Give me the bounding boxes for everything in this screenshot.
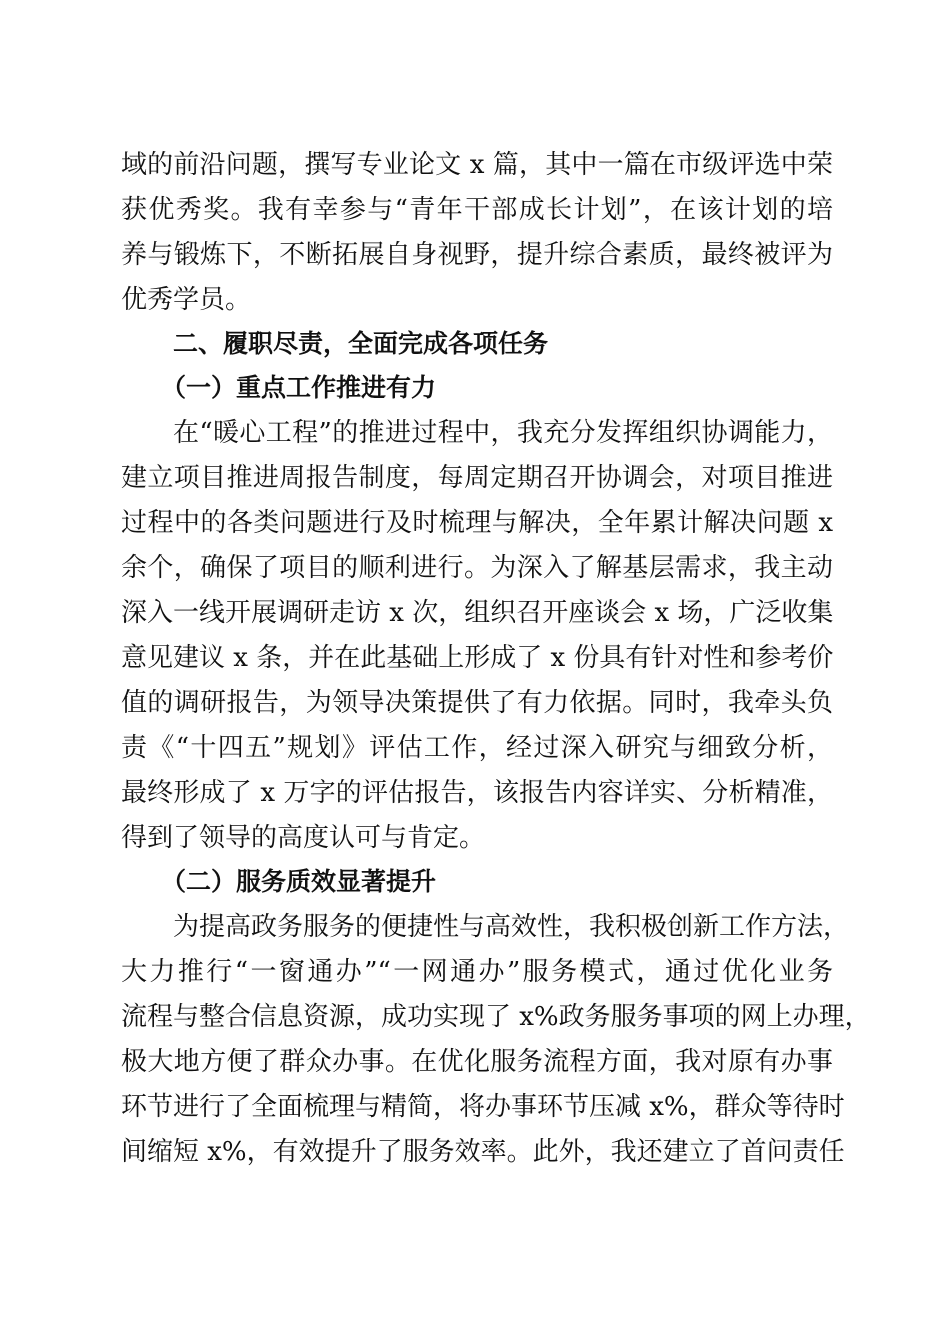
- paragraph-line: 过程中的各类问题进行及时梳理与解决，全年累计解决问题 x: [121, 508, 833, 538]
- paragraph-line: 值的调研报告，为领导决策提供了有力依据。同时，我牵头负: [121, 688, 833, 718]
- paragraph-line: 深入一线开展调研走访 x 次，组织召开座谈会 x 场，广泛收集: [121, 598, 834, 628]
- paragraph-line: 间缩短 x%，有效提升了服务效率。此外，我还建立了首问责任: [121, 1137, 845, 1167]
- paragraph-line: 养与锻炼下，不断拓展自身视野，提升综合素质，最终被评为: [121, 240, 833, 270]
- paragraph-line: 优秀学员。: [121, 285, 252, 315]
- paragraph-line: 极大地方便了群众办事。在优化服务流程方面，我对原有办事: [121, 1047, 833, 1077]
- paragraph-line: 环节进行了全面梳理与精简，将办事环节压减 x%，群众等待时: [121, 1092, 845, 1122]
- subsection-heading: （一）重点工作推进有力: [161, 373, 437, 402]
- paragraph-line: 流程与整合信息资源，成功实现了 x%政务服务事项的网上办理，: [121, 1002, 871, 1032]
- paragraph-line: 余个，确保了项目的顺利进行。为深入了解基层需求，我主动: [121, 553, 833, 583]
- paragraph-line: 获优秀奖。我有幸参与“青年干部成长计划”，在该计划的培: [121, 195, 833, 225]
- paragraph-line: 得到了领导的高度认可与肯定。: [121, 823, 486, 853]
- paragraph-line: 责《“十四五”规划》评估工作，经过深入研究与细致分析，: [121, 733, 833, 763]
- paragraph-line: 为提高政务服务的便捷性与高效性，我积极创新工作方法，: [173, 912, 850, 942]
- paragraph-line: 最终形成了 x 万字的评估报告，该报告内容详实、分析精准，: [121, 778, 833, 808]
- paragraph-line: 在“暖心工程”的推进过程中，我充分发挥组织协调能力，: [173, 418, 833, 448]
- paragraph-line: 建立项目推进周报告制度，每周定期召开协调会，对项目推进: [121, 463, 833, 493]
- paragraph-line: 域的前沿问题，撰写专业论文 x 篇，其中一篇在市级评选中荣: [121, 150, 833, 180]
- section-heading: 二、履职尽责，全面完成各项任务: [173, 329, 549, 358]
- paragraph-line: 大力推行“一窗通办”“一网通办”服务模式，通过优化业务: [121, 957, 833, 987]
- paragraph-line: 意见建议 x 条，并在此基础上形成了 x 份具有针对性和参考价: [121, 643, 834, 673]
- subsection-heading: （二）服务质效显著提升: [161, 867, 437, 896]
